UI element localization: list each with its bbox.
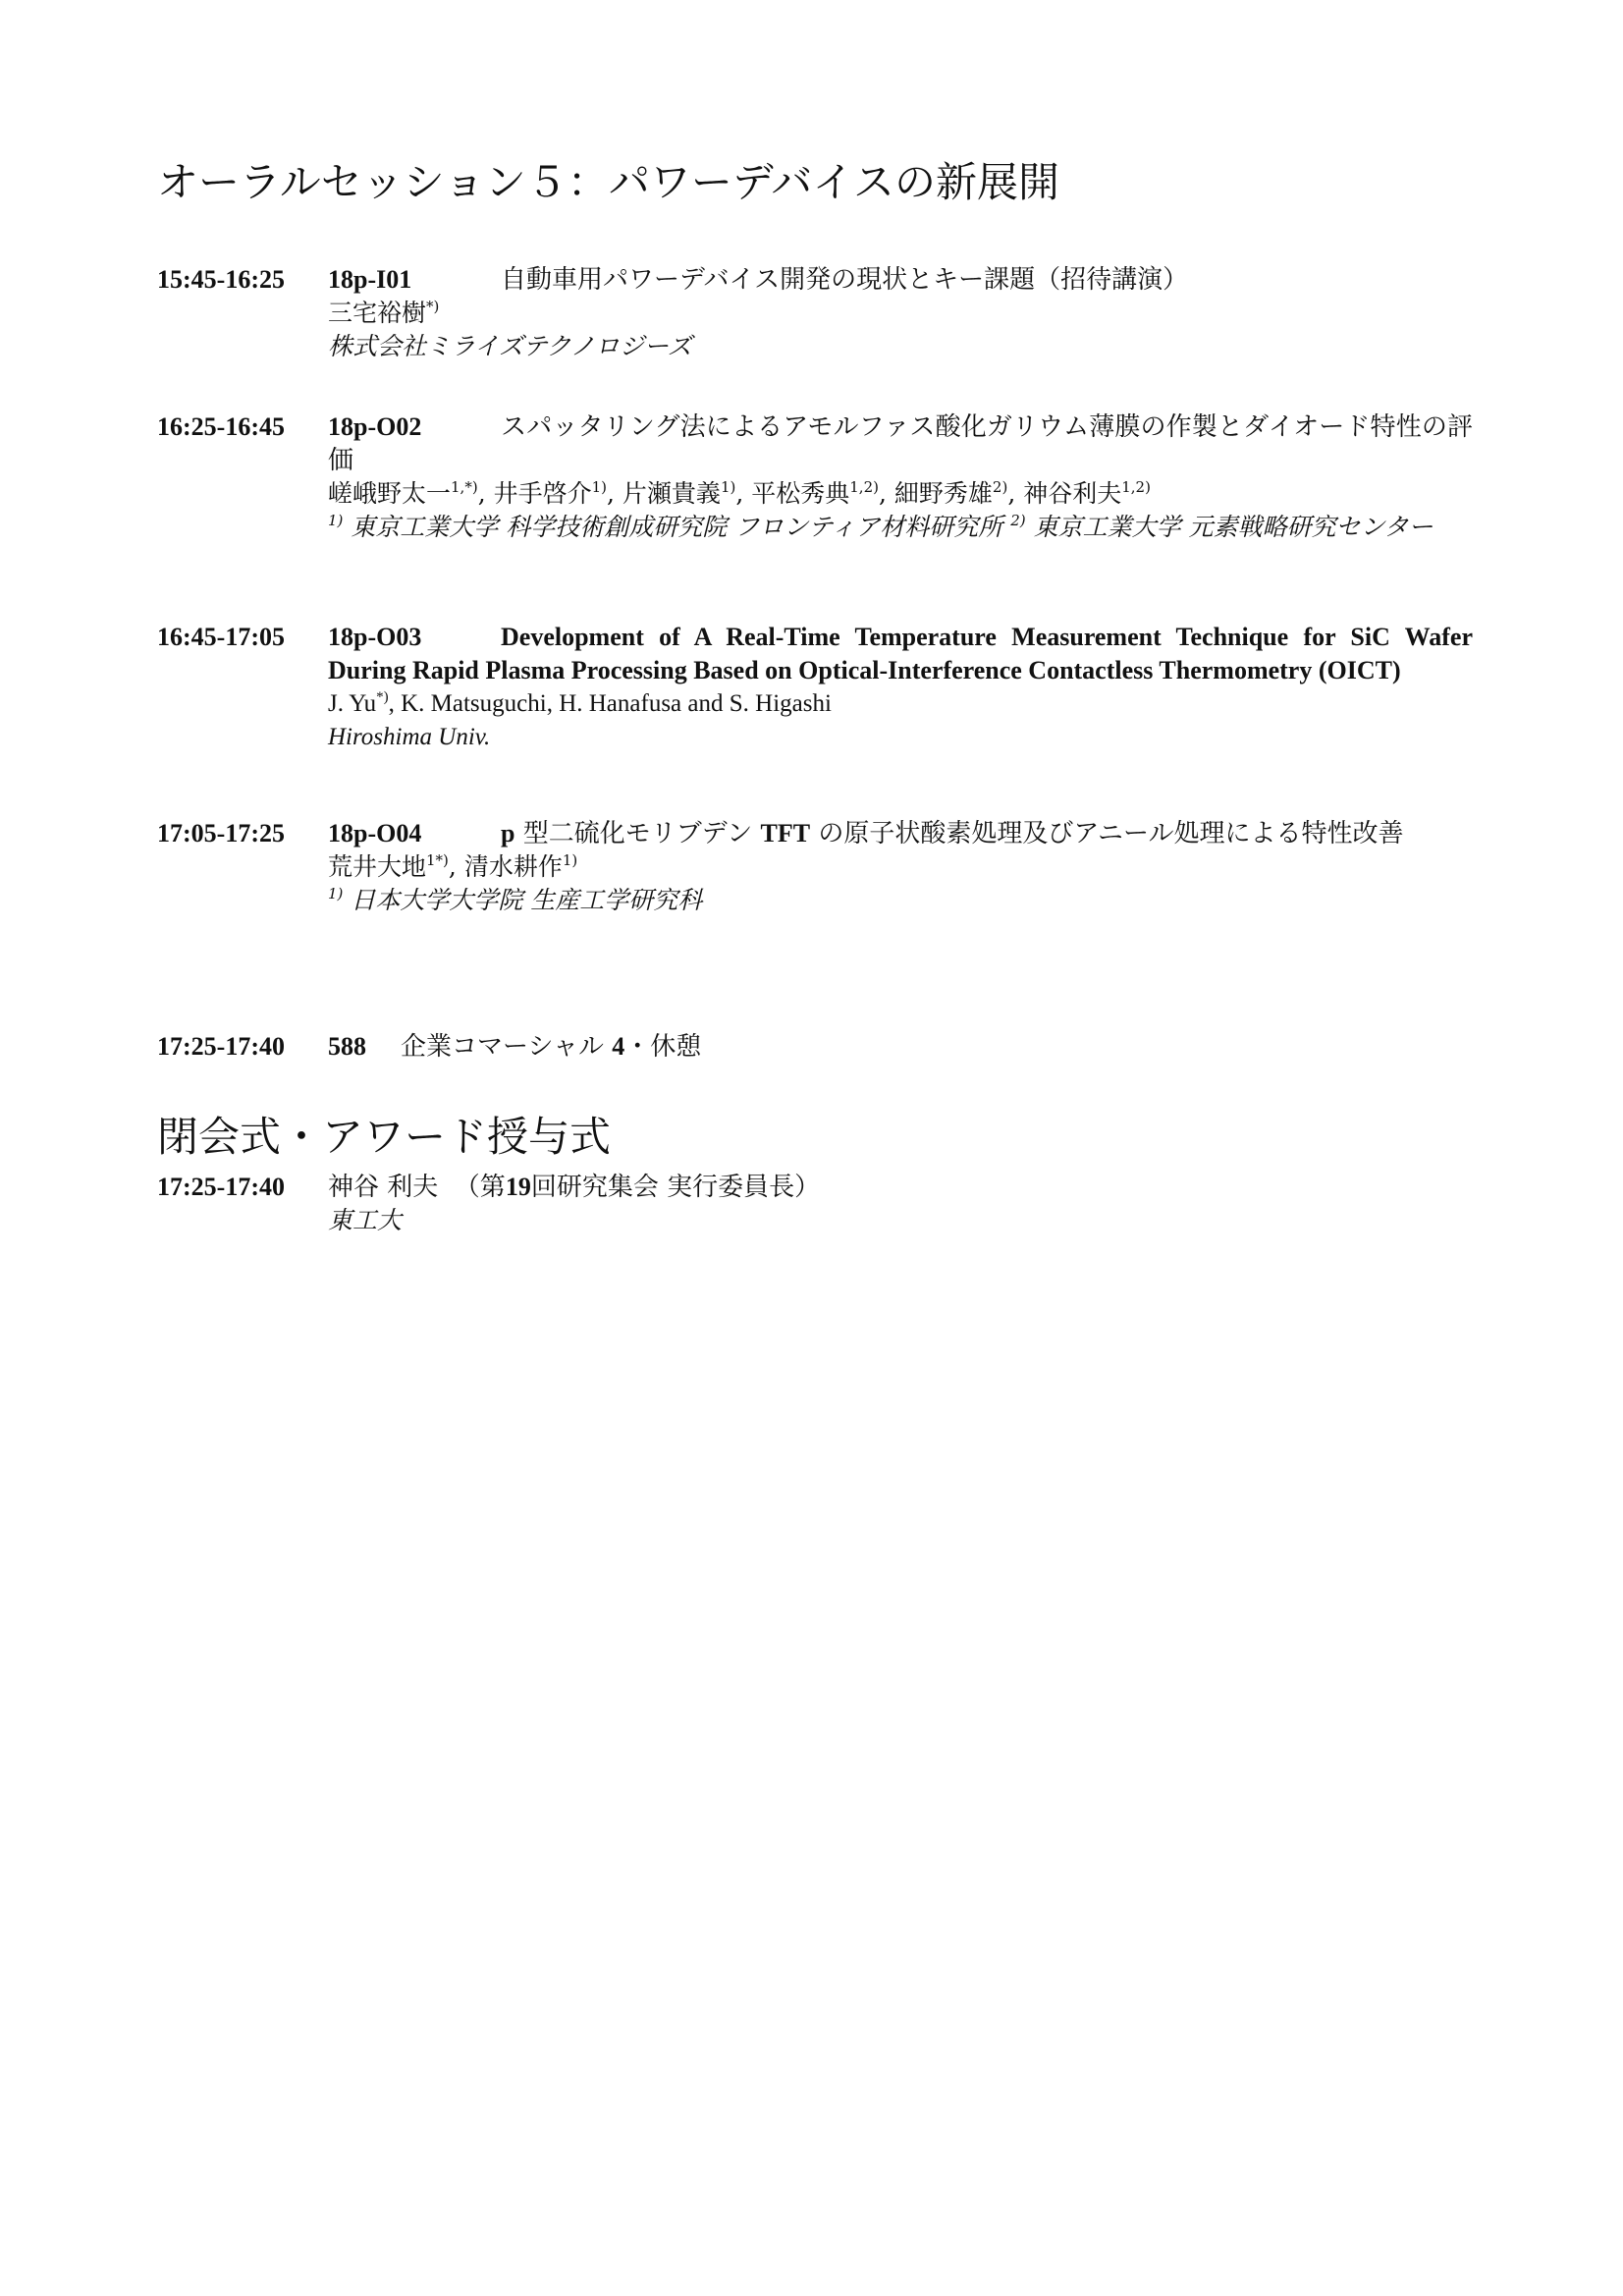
author-mark: 1,2) [1121,478,1151,496]
talk-authors [328,477,1473,511]
speaker-name: 神谷 利夫 [328,1173,439,1202]
affiliation-mark: 1) [328,885,344,902]
talk-content [328,621,1473,754]
author-separator: , [878,479,894,508]
author-separator: , [448,852,464,881]
author-name: J. Yu [328,690,377,717]
talk-title: Development of A Real-Time Temperature Measurement Technique for SiC Wafer During Rapid Plasma Processing Based on Optical-Interference Contactless Thermometry (OICT) [328,623,1473,684]
affiliation-text: 東京工業大学 元素戦略研究センター [1033,513,1434,541]
author-mark: *) [426,298,440,315]
speaker-affiliation: 東工大 [328,1206,403,1234]
author-name: 清水耕作 [463,852,563,881]
author-name: 細野秀雄 [893,479,993,508]
talk-heading [328,263,1473,297]
closing-speaker [328,1171,1473,1204]
closing-content [328,1171,1473,1237]
talk-code: 18p-O02 [328,412,422,441]
affiliation-mark: 2) [1010,512,1026,529]
affiliation-mark: 1) [328,512,344,529]
talk-time: 16:25-16:45 [157,412,285,441]
closing-time: 17:25-17:40 [157,1173,285,1201]
closing-title: 閉会式・アワード授与式 [157,1113,612,1161]
talk-authors [328,297,1473,330]
talk-time: 17:05-17:25 [157,819,285,847]
talk-content [328,410,1473,544]
session-title: オーラルセッション５：パワーデバイスの新展開 [157,158,1059,206]
author-separator: , [607,479,622,508]
speaker-role-number: 19 [505,1173,531,1201]
break-time: 17:25-17:40 [157,1032,285,1061]
author-mark: 1*) [426,851,449,869]
break-label-end: ・休憩 [624,1032,702,1062]
author-name: 荒井大地 [328,852,427,881]
break-code: 588 [328,1032,366,1061]
break-number: 4 [612,1032,625,1061]
talk-code: 18p-O04 [328,819,422,847]
talk-time: 15:45-16:25 [157,265,285,294]
talk-authors [328,850,1473,884]
author-list: , K. Matsuguchi, H. Hanafusa and S. Higashi [388,690,832,717]
break-content [328,1030,1473,1064]
talk-affiliation [328,511,1473,544]
author-name: 平松秀典 [751,479,850,508]
author-mark: 2) [992,478,1008,496]
talk-affiliation [328,884,1473,917]
author-separator: , [477,479,494,508]
author-mark: 1) [720,478,736,496]
talk-content [328,817,1473,917]
author-name: 片瀬貴義 [622,479,721,508]
author-mark: 1) [562,851,578,869]
talk-heading [328,621,1473,687]
talk-time: 16:45-17:05 [157,623,285,651]
talk-title: 自動車用パワーデバイス開発の現状とキー課題（招待講演） [501,265,1189,295]
author-mark: 1,*) [451,478,478,496]
talk-heading [328,410,1473,477]
talk-content [328,263,1473,363]
talk-title-tft: TFT [760,819,811,847]
talk-title: スパッタリング法によるアモルファス酸化ガリウム薄膜の作製とダイオード特性の評価 [328,412,1473,475]
author-name: 三宅裕樹 [328,299,427,327]
author-separator: , [1007,479,1024,508]
break-label: 企業コマーシャル [401,1032,604,1062]
talk-code: 18p-I01 [328,265,412,294]
author-mark: *) [376,689,389,705]
author-mark: 1,2) [849,478,879,496]
author-name: 嵯峨野太一 [328,479,452,508]
speaker-role-end: 回研究集会 実行委員長） [530,1173,821,1202]
talk-affiliation: Hiroshima Univ. [328,724,491,750]
talk-authors [328,687,1473,721]
talk-title-end: の原子状酸素処理及びアニール処理による特性改善 [818,819,1404,848]
author-separator: , [735,479,752,508]
talk-affiliation: 株式会社ミライズテクノロジーズ [328,332,692,360]
affiliation-text: 東京工業大学 科学技術創成研究院 フロンティア材料研究所 [351,513,1003,541]
author-name: 神谷利夫 [1023,479,1122,508]
author-name: 井手啓介 [493,479,592,508]
author-mark: 1) [591,478,608,496]
talk-title: 型二硫化モリブデン [522,819,753,848]
speaker-role: （第 [454,1173,506,1202]
talk-heading [328,817,1473,850]
talk-code: 18p-O03 [328,623,422,651]
affiliation-text: 日本大学大学院 生産工学研究科 [351,886,703,914]
talk-title-p: p [501,819,515,847]
